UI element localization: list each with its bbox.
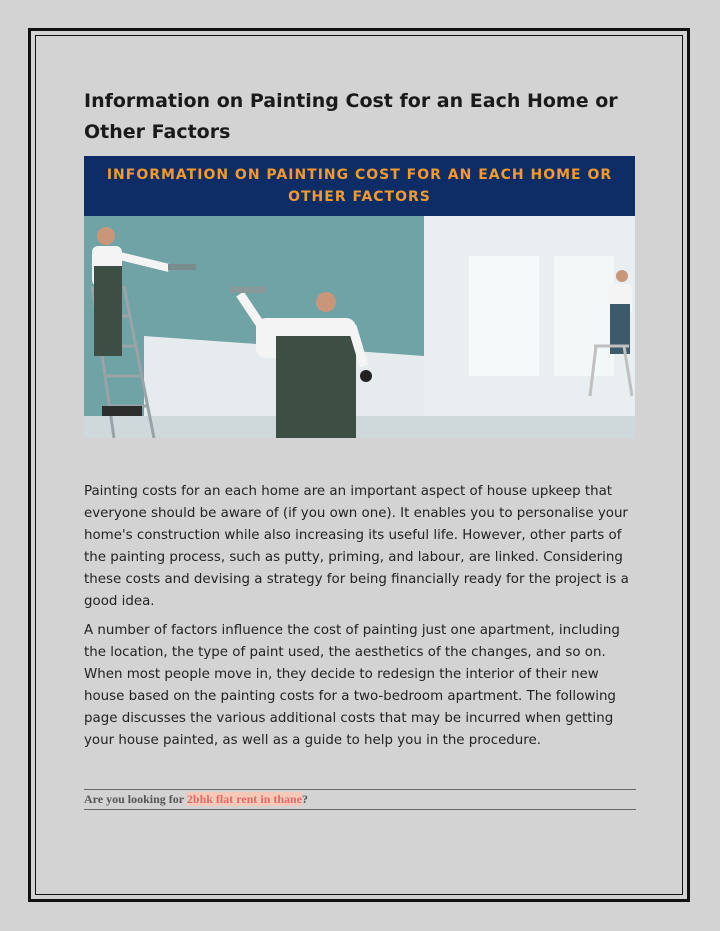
page-title: Information on Painting Cost for an Each Home or Other Factors (84, 90, 618, 143)
paragraph-intro: Painting costs for an each home are an important aspect of house upkeep that everyone should be aware of (if you own one). It enables you to personalise your home's construction while also increasing its useful life. However, other parts of the painting process, such as putty, priming, and labour, are linked. Considering these costs and devising a strategy for being financially ready for the project is a good idea. (84, 484, 629, 609)
hero-banner-text: INFORMATION ON PAINTING COST FOR AN EACH HOME OR OTHER FACTORS (106, 167, 613, 205)
cta-prefix: Are you looking for (84, 792, 187, 806)
hero-banner (84, 156, 635, 216)
hero-image (84, 156, 635, 438)
cta-suffix: ? (302, 792, 309, 806)
flat-rent-link[interactable]: 2bhk flat rent in thane (186, 792, 303, 806)
paragraph-factors: A number of factors influence the cost of painting just one apartment, including the location, the type of paint used, the aesthetics of the changes, and so on. When most people move in, they decide to redesign the interior of their new house based on the painting costs for a two-bedroom apartment. The following page discusses the various additional costs that may be incurred when getting your house painted, as well as a guide to help you in the procedure. (84, 623, 620, 748)
painters-illustration (84, 216, 635, 438)
cta-line (84, 789, 636, 810)
